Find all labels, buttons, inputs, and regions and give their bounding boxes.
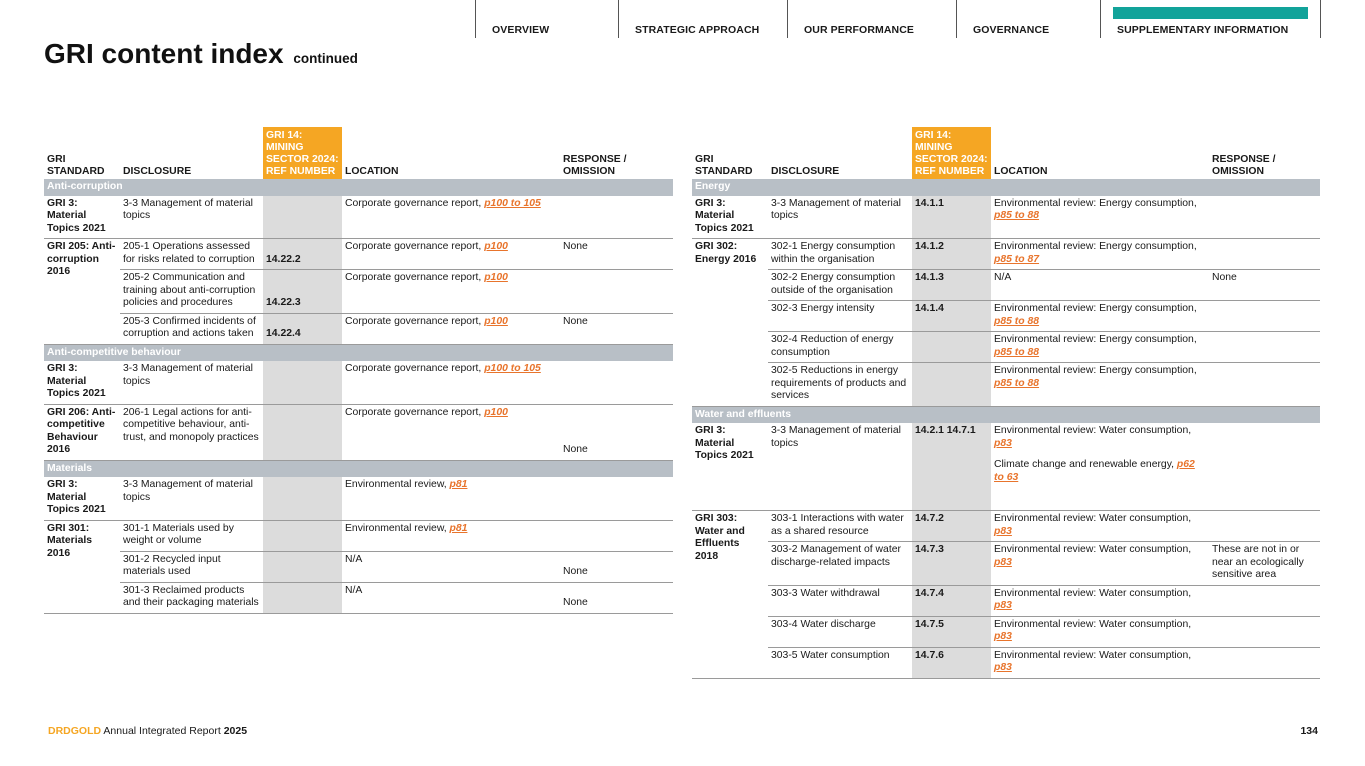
- table-row: [44, 239, 673, 270]
- response-cell: [1209, 301, 1320, 332]
- header-location: LOCATION: [345, 166, 399, 177]
- ref-cell: [912, 332, 991, 363]
- response-cell: [1209, 423, 1320, 511]
- header-location: LOCATION: [994, 166, 1048, 177]
- disclosure-cell: 205-1 Operations assessed for risks related to corruption: [120, 239, 263, 270]
- header-sector-ref: GRI 14: MINING SECTOR 2024: REF NUMBER: [912, 127, 991, 179]
- disclosure-cell: 3-3 Management of material topics: [768, 196, 912, 239]
- page-link[interactable]: p83: [994, 662, 1012, 673]
- location-text: Environmental review: Water consumption,: [994, 425, 1192, 436]
- disclosure-cell: 302-1 Energy consumption within the organisation: [768, 239, 912, 270]
- section-row: [44, 179, 673, 196]
- location-cell: N/A: [342, 551, 560, 582]
- location-cell: [342, 361, 560, 404]
- page-link[interactable]: p100 to 105: [484, 363, 541, 374]
- table-row: [692, 196, 1320, 239]
- response-cell: None: [560, 551, 673, 582]
- page-link[interactable]: p81: [449, 522, 468, 534]
- location-cell: [991, 511, 1209, 542]
- disclosure-cell: 3-3 Management of material topics: [120, 361, 263, 404]
- nav-supplementary-information[interactable]: [1100, 0, 1321, 38]
- disclosure-cell: 3-3 Management of material topics: [120, 477, 263, 520]
- table-row: [44, 196, 673, 239]
- location-cell: [991, 196, 1209, 239]
- ref-cell: [263, 477, 342, 520]
- response-cell: [1209, 585, 1320, 616]
- ref-cell: 14.1.3: [912, 270, 991, 301]
- page-link[interactable]: p100: [484, 315, 508, 327]
- location-text: Corporate governance report,: [345, 406, 485, 418]
- location-text: Environmental review: Water consumption,: [994, 544, 1192, 555]
- table-header-row: [44, 127, 673, 179]
- table-row: [44, 404, 673, 460]
- header-response: RESPONSE / OMISSION: [563, 154, 627, 177]
- disclosure-cell: 303-4 Water discharge: [768, 616, 912, 647]
- table-row: [44, 477, 673, 520]
- response-cell: [560, 520, 673, 551]
- standard-cell: GRI 3: Material Topics 2021: [692, 423, 768, 511]
- disclosure-cell: 302-3 Energy intensity: [768, 301, 912, 332]
- location-cell: [342, 196, 560, 239]
- disclosure-cell: 303-1 Interactions with water as a shared resource: [768, 511, 912, 542]
- location-text: Corporate governance report,: [345, 315, 485, 327]
- header-sector-ref: GRI 14: MINING SECTOR 2024: REF NUMBER: [263, 127, 342, 179]
- disclosure-cell: 301-1 Materials used by weight or volume: [120, 520, 263, 551]
- section-energy: Energy: [692, 179, 1320, 196]
- section-anti-competitive: Anti-competitive behaviour: [44, 344, 673, 361]
- ref-cell: 14.22.3: [263, 270, 342, 314]
- nav-governance[interactable]: GOVERNANCE: [956, 0, 1100, 38]
- location-cell: [342, 270, 560, 314]
- ref-cell: 14.1.2: [912, 239, 991, 270]
- section-row: [692, 406, 1320, 423]
- disclosure-cell: 303-3 Water withdrawal: [768, 585, 912, 616]
- ref-cell: [263, 520, 342, 551]
- page-link[interactable]: p100 to 105: [484, 197, 541, 209]
- page-link[interactable]: p83: [994, 600, 1012, 611]
- location-cell: [991, 332, 1209, 363]
- ref-cell: 14.7.5: [912, 616, 991, 647]
- response-cell: [1209, 511, 1320, 542]
- section-row: [44, 460, 673, 477]
- location-text: Environmental review: Water consumption,: [994, 587, 1192, 599]
- section-water-effluents: Water and effluents: [692, 406, 1320, 423]
- location-line: [994, 459, 1206, 484]
- location-cell: [991, 423, 1209, 511]
- table-row: [692, 511, 1320, 542]
- location-cell: [991, 363, 1209, 407]
- location-text: Environmental review: Water consumption,: [994, 649, 1192, 661]
- response-cell: None: [560, 239, 673, 270]
- response-cell: [1209, 616, 1320, 647]
- header-disclosure: DISCLOSURE: [123, 166, 192, 177]
- nav-our-performance[interactable]: OUR PERFORMANCE: [787, 0, 956, 38]
- ref-cell: 14.7.3: [912, 542, 991, 586]
- disclosure-cell: 302-2 Energy consumption outside of the organisation: [768, 270, 912, 301]
- page-link[interactable]: p100: [484, 406, 508, 418]
- ref-cell: 14.1.4: [912, 301, 991, 332]
- response-cell: [560, 196, 673, 239]
- footer-year: 2025: [223, 725, 248, 737]
- disclosure-cell: 302-5 Reductions in energy requirements of products and services: [768, 363, 912, 407]
- standard-cell: GRI 302: Energy 2016: [692, 239, 768, 407]
- standard-cell: GRI 3: Material Topics 2021: [44, 477, 120, 520]
- table-row: [692, 332, 1320, 363]
- location-text: Environmental review: Energy consumption,: [994, 197, 1197, 209]
- page-link[interactable]: p100: [484, 241, 508, 252]
- table-row: [692, 423, 1320, 511]
- disclosure-cell: 205-2 Communication and training about anti-corruption policies and procedures: [120, 270, 263, 314]
- table-row: [44, 270, 673, 314]
- disclosure-cell: 301-3 Reclaimed products and their packaging materials: [120, 582, 263, 613]
- ref-cell: [263, 361, 342, 404]
- location-text: Environmental review: Energy consumption,: [994, 241, 1197, 252]
- page-link[interactable]: p85 to 88: [994, 346, 1040, 358]
- footer-report-label: Annual Integrated Report: [101, 725, 224, 737]
- top-navigation: [475, 0, 1321, 38]
- header-disclosure: DISCLOSURE: [771, 166, 840, 177]
- ref-cell: 14.7.6: [912, 647, 991, 678]
- ref-cell: [263, 196, 342, 239]
- location-cell: N/A: [991, 270, 1209, 301]
- table-row: [44, 361, 673, 404]
- table-row: [44, 582, 673, 613]
- disclosure-cell: 206-1 Legal actions for anti-competitive behaviour, anti-trust, and monopoly practices: [120, 404, 263, 460]
- disclosure-cell: 3-3 Management of material topics: [120, 196, 263, 239]
- footer-brand: DRDGOLD: [48, 725, 102, 737]
- table-header-row: [692, 127, 1320, 179]
- page-link[interactable]: p85 to 88: [994, 315, 1040, 327]
- disclosure-cell: 303-2 Management of water discharge-related impacts: [768, 542, 912, 586]
- location-cell: [991, 616, 1209, 647]
- section-row: [692, 179, 1320, 196]
- location-cell: [991, 585, 1209, 616]
- table-row: [44, 551, 673, 582]
- disclosure-cell: 301-2 Recycled input materials used: [120, 551, 263, 582]
- disclosure-cell: 303-5 Water consumption: [768, 647, 912, 678]
- ref-cell: 14.22.4: [263, 313, 342, 344]
- nav-supplementary-label: SUPPLEMENTARY INFORMATION: [1117, 24, 1289, 36]
- table-row: [44, 313, 673, 344]
- location-text: Environmental review: Energy consumption,: [994, 334, 1197, 345]
- location-text: Corporate governance report,: [345, 363, 485, 374]
- location-text: Climate change and renewable energy,: [994, 459, 1177, 470]
- location-text: Environmental review: Water consumption,: [994, 618, 1192, 630]
- table-row: [692, 616, 1320, 647]
- disclosure-cell: 302-4 Reduction of energy consumption: [768, 332, 912, 363]
- disclosure-cell: 3-3 Management of material topics: [768, 423, 912, 511]
- location-cell: [342, 313, 560, 344]
- gri-table-left: [44, 127, 673, 614]
- location-text: Corporate governance report,: [345, 197, 485, 209]
- response-cell: [1209, 332, 1320, 363]
- page-number: 134: [1300, 725, 1318, 737]
- standard-cell: GRI 303: Water and Effluents 2018: [692, 511, 768, 679]
- response-cell: [1209, 239, 1320, 270]
- location-cell: [342, 239, 560, 270]
- ref-cell: 14.7.4: [912, 585, 991, 616]
- ref-cell: [263, 404, 342, 460]
- ref-cell: [912, 363, 991, 407]
- location-cell: [991, 301, 1209, 332]
- ref-cell: [263, 582, 342, 613]
- ref-cell: 14.22.2: [263, 239, 342, 270]
- location-cell: [342, 404, 560, 460]
- nav-strategic-approach[interactable]: STRATEGIC APPROACH: [618, 0, 787, 38]
- response-cell: None: [1209, 270, 1320, 301]
- response-cell: [1209, 363, 1320, 407]
- ref-cell: 14.7.2: [912, 511, 991, 542]
- location-cell: [342, 477, 560, 520]
- section-materials: Materials: [44, 460, 673, 477]
- section-anti-corruption: Anti-corruption: [44, 179, 673, 196]
- page-link[interactable]: p83: [994, 525, 1012, 537]
- ref-cell: 14.2.1 14.7.1: [912, 423, 991, 511]
- standard-cell: GRI 205: Anti-corruption 2016: [44, 239, 120, 345]
- response-cell: [560, 361, 673, 404]
- response-cell: None: [560, 582, 673, 613]
- footer-report-name: [48, 725, 247, 737]
- table-row: [692, 363, 1320, 407]
- standard-cell: GRI 3: Material Topics 2021: [692, 196, 768, 239]
- response-cell: [560, 477, 673, 520]
- location-cell: [991, 647, 1209, 678]
- page-link[interactable]: p85 to 88: [994, 210, 1040, 221]
- active-tab-indicator: [1113, 7, 1308, 19]
- page-link[interactable]: p81: [449, 479, 468, 490]
- page-link[interactable]: p83: [994, 437, 1012, 449]
- standard-cell: GRI 206: Anti-competitive Behaviour 2016: [44, 404, 120, 460]
- table-row: [692, 542, 1320, 586]
- location-text: Corporate governance report,: [345, 272, 485, 283]
- standard-cell: GRI 3: Material Topics 2021: [44, 361, 120, 404]
- page-link[interactable]: p85 to 87: [994, 253, 1040, 265]
- location-cell: [342, 520, 560, 551]
- table-row: [692, 585, 1320, 616]
- standard-cell: GRI 301: Materials 2016: [44, 520, 120, 613]
- location-text: Corporate governance report,: [345, 241, 485, 252]
- table-row: [692, 301, 1320, 332]
- page-link[interactable]: p100: [484, 272, 508, 283]
- location-cell: N/A: [342, 582, 560, 613]
- header-standard: GRI STANDARD: [47, 154, 105, 177]
- ref-cell: 14.1.1: [912, 196, 991, 239]
- page-title: [44, 38, 358, 70]
- table-row: [692, 270, 1320, 301]
- location-cell: [991, 239, 1209, 270]
- standard-cell: GRI 3: Material Topics 2021: [44, 196, 120, 239]
- page-link[interactable]: p85 to 88: [994, 377, 1040, 389]
- header-response: RESPONSE / OMISSION: [1212, 154, 1276, 177]
- table-row: [692, 239, 1320, 270]
- location-text: Environmental review,: [345, 479, 450, 490]
- location-line: [994, 425, 1206, 450]
- gri-table-right: [692, 127, 1320, 679]
- location-text: Environmental review: Energy consumption,: [994, 365, 1197, 376]
- response-cell: [560, 270, 673, 314]
- location-text: Environmental review: Energy consumption,: [994, 303, 1197, 314]
- response-cell: None: [560, 404, 673, 460]
- header-standard: GRI STANDARD: [695, 154, 753, 177]
- table-row: [44, 520, 673, 551]
- location-cell: [991, 542, 1209, 586]
- page-link[interactable]: p83: [994, 556, 1012, 568]
- table-row: [692, 647, 1320, 678]
- ref-cell: [263, 551, 342, 582]
- section-row: [44, 344, 673, 361]
- response-cell: These are not in or near an ecologically sensitive area: [1209, 542, 1320, 586]
- page-link[interactable]: p62 to 63: [994, 459, 1195, 483]
- nav-overview[interactable]: OVERVIEW: [475, 0, 618, 38]
- page-title-suffix: continued: [293, 51, 358, 66]
- location-text: Environmental review: Water consumption,: [994, 513, 1192, 524]
- location-text: Environmental review,: [345, 522, 450, 534]
- response-cell: [1209, 196, 1320, 239]
- response-cell: [1209, 647, 1320, 678]
- page-title-main: GRI content index: [44, 38, 284, 69]
- response-cell: None: [560, 313, 673, 344]
- page-link[interactable]: p83: [994, 631, 1012, 642]
- disclosure-cell: 205-3 Confirmed incidents of corruption and actions taken: [120, 313, 263, 344]
